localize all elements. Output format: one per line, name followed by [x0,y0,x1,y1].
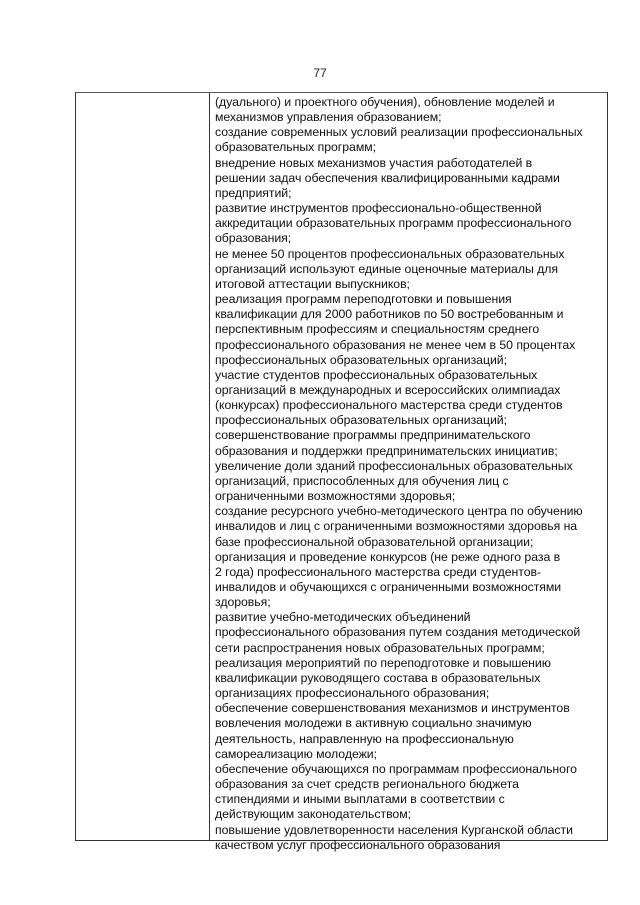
text-line: квалификации для 2000 работников по 50 востребованным и [215,307,564,322]
text-line: инвалидов и обучающихся с ограниченными возможностями [215,580,562,594]
text-line: увеличение доли зданий профессиональных образовательных [215,458,573,473]
table-left-column [76,93,210,840]
text-line: организаций используют единые оценочные материалы для [215,261,558,276]
text-line: ограниченными возможностями здоровья; [215,489,456,504]
text-line: самореализацию молодежи; [215,746,377,761]
text-line: обеспечение совершенствования механизмов и инструментов [215,701,570,716]
page-number: 77 [313,66,327,80]
text-line: реализация программ переподготовки и повышения [215,292,512,307]
text-line: образовательных программ; [215,140,376,155]
text-line: реализация мероприятий по переподготовке и повышению [215,655,551,670]
text-line: стипендиями и иными выплатами в соответствии с [215,792,505,807]
text-line: перспективным профессиям и специальностям среднего [215,322,540,337]
text-line: профессионального образования не менее чем в 50 процентах [215,337,576,352]
table-text-column [215,95,607,853]
text-line: квалификации руководящего состава в образовательных [215,670,541,685]
text-line: организациях профессионального образования; [215,686,490,701]
text-line: образования и поддержки предпринимательских инициатив; [215,443,558,458]
text-line: 2 года) профессионального мастерства среди студентов- [215,564,542,579]
text-line: совершенствование программы предпринимательского [215,428,531,443]
text-line: организаций, приспособленных для обучения лиц с [215,473,509,488]
text-line: профессиональных образовательных организаций; [215,413,507,428]
text-line: (дуального) и проектного обучения), обновление моделей и [215,95,555,109]
text-line: действующим законодательством; [215,807,411,822]
text-line: деятельность, направленную на профессиональную [215,731,514,746]
text-line: базе профессиональной образовательной организации; [215,534,534,549]
text-line: создание современных условий реализации профессиональных [215,125,583,140]
text-line: решении задач обеспечения квалифицированными кадрами [215,170,560,185]
text-line: итоговой аттестации выпускников; [215,276,410,291]
text-line: (конкурсах) профессионального мастерства среди студентов [215,398,563,413]
text-line: организаций в международных и всероссийских олимпиадах [215,382,561,397]
text-line: образования; [215,231,292,246]
text-line: обеспечение обучающихся по программам профессионального [215,761,577,776]
text-line: вовлечения молодежи в активную социально значимую [215,716,532,731]
text-line: организация и проведение конкурсов (не реже одного раза в [215,549,561,564]
text-line: здоровья; [215,595,271,610]
text-line: развитие инструментов профессионально-общественной [215,201,542,216]
text-line: предприятий; [215,185,292,200]
text-line: повышение удовлетворенности населения Курганской области [215,822,573,837]
text-line: аккредитации образовательных программ профессионального [215,216,572,231]
text-line: профессионального образования путем создания методической [215,625,581,640]
text-line: не менее 50 процентов профессиональных образовательных [215,246,565,261]
text-line: образования за счет средств регионального бюджета [215,777,519,792]
text-line: участие студентов профессиональных образовательных [215,367,538,382]
text-line: инвалидов и лиц с ограниченными возможностями здоровья на [215,519,578,534]
text-line: качеством услуг профессионального образования [215,837,501,852]
document-table [75,92,608,852]
text-line: развитие учебно-методических объединений [215,610,471,625]
text-line: профессиональных образовательных организаций; [215,352,507,367]
text-line: внедрение новых механизмов участия работодателей в [215,155,533,170]
text-line: механизмов управления образованием; [215,110,442,125]
text-line: создание ресурсного учебно-методического центра по обучению [215,504,583,519]
text-line: сети распространения новых образовательных программ; [215,640,545,655]
